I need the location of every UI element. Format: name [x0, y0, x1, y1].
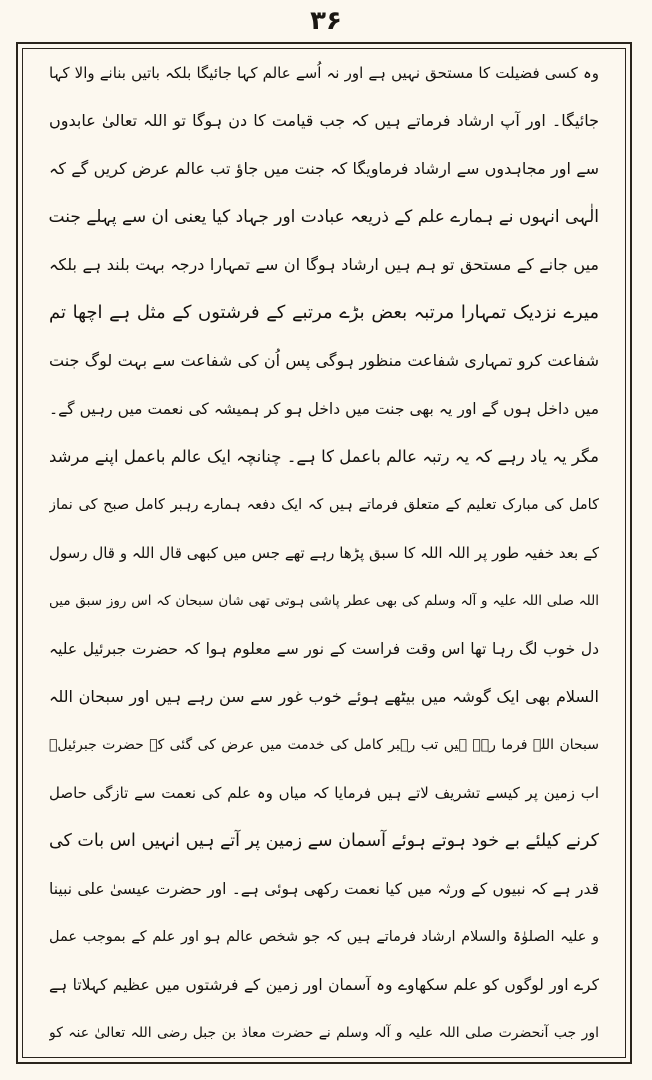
text-line: شفاعت کرو تمہاری شفاعت منظور ہوگی پس اُن کی شفاعت سے بہت لوگ جنت [49, 351, 599, 370]
text-line: سے اور مجاہدوں سے ارشاد فرماویگا کہ جنت میں جاؤ تب عالم عرض کریں گے کہ [49, 159, 599, 178]
text-line: و علیہ الصلوٰۃ والسلام ارشاد فرماتے ہیں کہ جو شخص عالم ہو اور علم کے بموجب عمل [49, 929, 599, 945]
text-line: جائیگا۔ اور آپ ارشاد فرماتے ہیں کہ جب قیامت کا دن ہوگا تو اللہ تعالیٰ عابدوں [49, 111, 599, 130]
text-line: کامل کی مبارک تعلیم کے متعلق فرماتے ہیں کہ ایک دفعہ ہمارے رہبر کامل صبح کی نماز [49, 497, 599, 513]
text-line: دل خوب لگ رہا تھا اس وقت فراست کے نور سے معلوم ہوا کہ حضرت جبرئیل علیہ [49, 640, 599, 658]
text-block [49, 55, 599, 1051]
text-line: مگر یہ یاد رہے کہ یہ رتبہ عالم باعمل کا ہے۔ چنانچہ ایک عالم باعمل اپنے مرشد [49, 447, 599, 466]
text-line: اللہ صلی اللہ علیہ و آلہ وسلم کی بھی عطر پاشی ہوتی تھی شان سبحان کہ اس روز سبق میں [49, 593, 599, 609]
text-line: اب زمین پر کیسے تشریف لاتے ہیں فرمایا کہ میاں وہ علم کی نعمت سے تازگی حاصل [49, 784, 599, 802]
text-line: اور جب آنحضرت صلی اللہ علیہ و آلہ وسلم نے حضرت معاذ بن جبل رضی اللہ تعالیٰ عنہ کو [49, 1025, 599, 1041]
text-line: کے بعد خفیہ طور پر اللہ اللہ کا سبق پڑھا رہے تھے جس میں کبھی قال اللہ و قال رسول [49, 544, 599, 562]
text-line: کرے اور لوگوں کو علم سکھاوے وہ آسمان اور زمین کے فرشتوں میں عظیم کہلاتا ہے [49, 976, 599, 994]
text-line: وہ کسی فضیلت کا مستحق نہیں ہے اور نہ اُسے عالم کہا جائیگا بلکہ باتیں بنانے والا کہا [49, 64, 599, 82]
page-number: ۳۶ [310, 6, 342, 36]
page-border-outer [16, 42, 632, 1064]
text-line: کرنے کیلئے بے خود ہوتے ہوئے آسمان سے زمین پر آتے ہیں انہیں اس بات کی [49, 831, 599, 851]
text-line: سبحان اللہ فرما رہے ہیں تب رہبر کامل کی خدمت میں عرض کی گئی کہ حضرت جبرئیلؑ [49, 737, 599, 753]
page-border-inner [22, 48, 626, 1058]
text-line: السلام بھی ایک گوشہ میں بیٹھے ہوئے خوب غور سے سن رہے ہیں اور سبحان اللہ [49, 687, 599, 706]
text-line: میں داخل ہوں گے اور یہ بھی جنت میں داخل ہو کر ہمیشہ کی نعمت میں رہیں گے۔ [49, 400, 599, 418]
text-line: میرے نزدیک تمہارا مرتبہ بعض بڑے مرتبے کے فرشتوں کے مثل ہے اچھا تم [49, 302, 599, 323]
text-line: الٰہی انہوں نے ہمارے علم کے ذریعہ عبادت اور جہاد کیا یعنی ان سے پہلے جنت [49, 207, 599, 227]
text-line: میں جانے کے مستحق تو ہم ہیں ارشاد ہوگا ان سے تمہارا درجہ بہت بلند ہے بلکہ [49, 255, 599, 274]
text-line: قدر ہے کہ نبیوں کے ورثہ میں کیا نعمت رکھی ہوئی ہے۔ اور حضرت عیسیٰ علی نبینا [49, 880, 599, 898]
